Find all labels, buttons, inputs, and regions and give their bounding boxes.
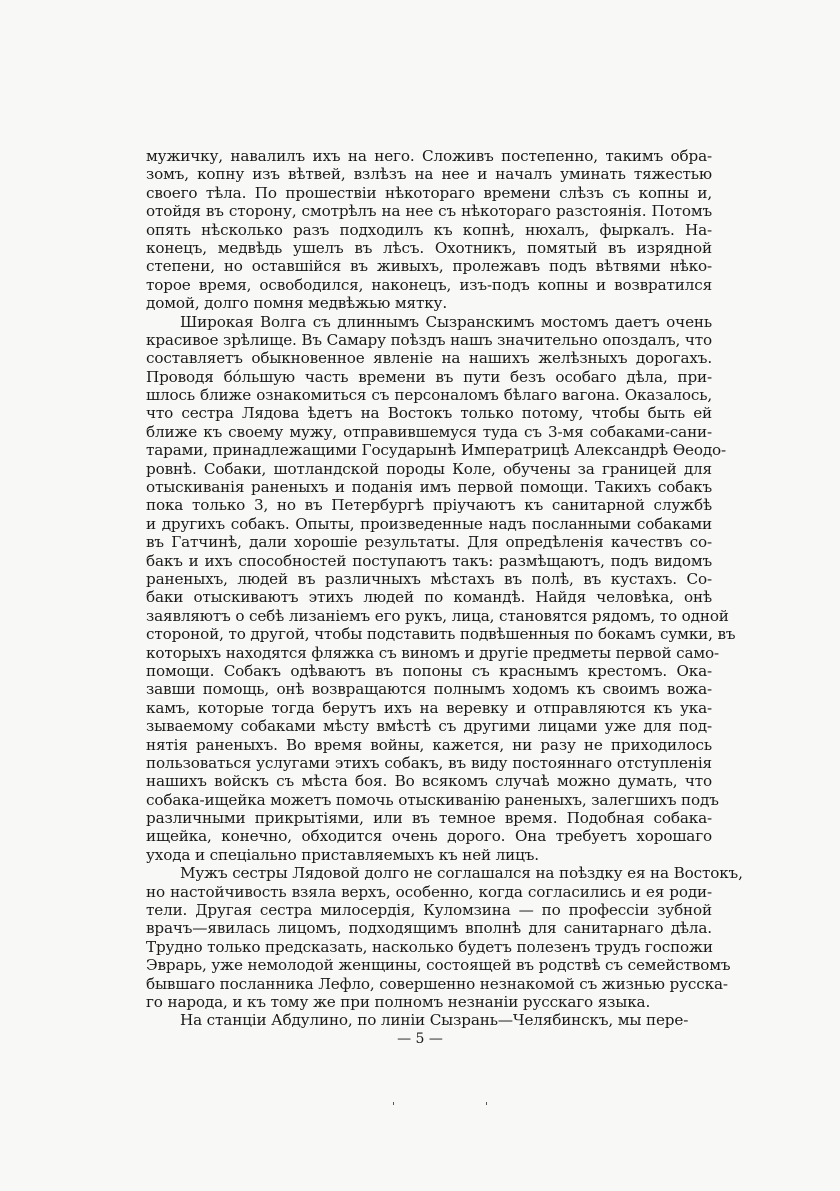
text-line: различными прикрытіями, или въ темное время. Подобная собака- xyxy=(146,809,712,828)
text-line: собака-ищейка можетъ помочь отыскиванію раненыхъ, залегшихъ подъ xyxy=(146,790,719,809)
text-line: домой, долго помня медвѣжью мятку. xyxy=(146,294,448,313)
text-line: опять нѣсколько разъ подходилъ къ копнѣ, нюхалъ, фыркалъ. На- xyxy=(146,220,712,239)
text-line: зомъ, копну изъ вѣтвей, взлѣзъ на нее и началъ уминать тяжестью xyxy=(146,165,712,184)
paragraph xyxy=(146,147,712,313)
paragraph xyxy=(146,1011,712,1029)
text-line: шлось ближе ознакомиться съ персоналомъ бѣлаго вагона. Оказалось, xyxy=(146,386,712,405)
text-line: баки отыскиваютъ этихъ людей по командѣ. Найдя человѣка, онѣ xyxy=(146,588,712,607)
text-line: тарами, принадлежащими Государынѣ Императрицѣ Александрѣ Ѳеодо- xyxy=(146,441,727,460)
text-line: красивое зрѣлище. Въ Самару поѣздъ нашъ значительно опоздалъ, что xyxy=(146,330,713,349)
text-line: го народа, и къ тому же при полномъ незнаніи русскаго языка. xyxy=(146,992,651,1011)
text-line: конецъ, медвѣдь ушелъ въ лѣсъ. Охотникъ, помятый въ изрядной xyxy=(146,238,712,257)
text-line: Мужъ сестры Лядовой долго не соглашался на поѣздку ея на Востокъ, xyxy=(180,864,743,883)
text-line: торое время, освободился, наконецъ, изъ-подъ копны и возвратился xyxy=(146,275,712,294)
text-line: и другихъ собакъ. Опыты, произведенные надъ посланными собаками xyxy=(146,514,712,533)
text-line: Трудно только предсказать, насколько будетъ полезенъ трудъ госпожи xyxy=(146,937,713,956)
text-line: что сестра Лядова ѣдетъ на Востокъ только потому, чтобы быть ей xyxy=(146,404,712,423)
text-line: Проводя бóльшую часть времени въ пути безъ особаго дѣла, при- xyxy=(146,367,712,386)
text-line: нятія раненыхъ. Во время войны, кажется, ни разу не приходилось xyxy=(146,735,712,754)
text-line: зываемому собаками мѣсту вмѣстѣ съ другими лицами уже для под- xyxy=(146,717,712,736)
text-line: ищейка, конечно, обходится очень дорого. Она требуетъ хорошаго xyxy=(146,827,712,846)
text-line: бакъ и ихъ способностей поступаютъ такъ: размѣщаютъ, подъ видомъ xyxy=(146,551,712,570)
scan-speck xyxy=(393,1102,394,1105)
text-line: пока только 3, но въ Петербургѣ пріучаютъ къ санитарной службѣ xyxy=(146,496,712,515)
text-line: нашихъ войскъ съ мѣста боя. Во всякомъ случаѣ можно думать, что xyxy=(146,772,712,791)
text-line: составляетъ обыкновенное явленіе на нашихъ желѣзныхъ дорогахъ. xyxy=(146,349,712,368)
text-line: раненыхъ, людей въ различныхъ мѣстахъ въ полѣ, въ кустахъ. Со- xyxy=(146,569,712,588)
text-line: въ Гатчинѣ, дали хорошіе результаты. Для опредѣленія качествъ со- xyxy=(146,533,712,552)
text-line: заявляютъ о себѣ лизаніемъ его рукъ, лица, становятся рядомъ, то одной xyxy=(146,606,729,625)
text-line: ровнѣ. Собаки, шотландской породы Коле, обучены за границей для xyxy=(146,459,712,478)
text-line: мужичку, навалилъ ихъ на него. Сложивъ постепенно, такимъ обра- xyxy=(146,147,712,165)
text-line: стороной, то другой, чтобы подставить подвѣшенныя по бокамъ сумки, въ xyxy=(146,625,736,644)
text-line: пользоваться услугами этихъ собакъ, въ виду постояннаго отступленія xyxy=(146,753,712,772)
text-line: врачъ—явилась лицомъ, подходящимъ вполнѣ для санитарнаго дѣла. xyxy=(146,919,712,938)
text-block xyxy=(146,147,743,1030)
text-line: своего тѣла. По прошествіи нѣкотораго времени слѣзъ съ копны и, xyxy=(146,183,712,202)
text-line: На станціи Абдулино, по линіи Сызрань—Челябинскъ, мы пере- xyxy=(180,1011,689,1030)
paragraph xyxy=(146,864,743,1011)
text-line: тели. Другая сестра милосердія, Куломзина — по профессіи зубной xyxy=(146,901,712,920)
page-number: — 5 — xyxy=(397,1031,443,1047)
text-line: отойдя въ сторону, смотрѣлъ на нее съ нѣкотораго разстоянія. Потомъ xyxy=(146,202,712,221)
text-line: ближе къ своему мужу, отправившемуся туда съ 3-мя собаками-сани- xyxy=(146,422,712,441)
text-line: ухода и спеціально приставляемыхъ къ ней лицъ. xyxy=(146,845,539,864)
text-line: камъ, которые тогда берутъ ихъ на веревку и отправляются къ ука- xyxy=(146,698,712,717)
text-line: отыскиванія раненыхъ и поданія имъ первой помощи. Такихъ собакъ xyxy=(146,478,712,497)
text-line: бывшаго посланника Лефло, совершенно незнакомой съ жизнью русска- xyxy=(146,974,728,993)
scan-speck xyxy=(486,1102,487,1105)
text-line: Эврарь, уже немолодой женщины, состоящей въ родствѣ съ семействомъ xyxy=(146,956,731,975)
text-line: которыхъ находятся фляжка съ виномъ и другіе предметы первой само- xyxy=(146,643,720,662)
text-line: завши помощь, онѣ возвращаются полнымъ ходомъ къ своимъ вожа- xyxy=(146,680,712,699)
text-line: Широкая Волга съ длиннымъ Сызранскимъ мостомъ даетъ очень xyxy=(180,312,712,331)
text-line: но настойчивость взяла верхъ, особенно, когда согласились и ея роди- xyxy=(146,882,712,901)
text-line: степени, но оставшійся въ живыхъ, пролежавъ подъ вѣтвями нѣко- xyxy=(146,257,712,276)
text-line: помощи. Собакъ одѣваютъ въ попоны съ краснымъ крестомъ. Ока- xyxy=(146,661,712,680)
paragraph xyxy=(146,312,736,865)
